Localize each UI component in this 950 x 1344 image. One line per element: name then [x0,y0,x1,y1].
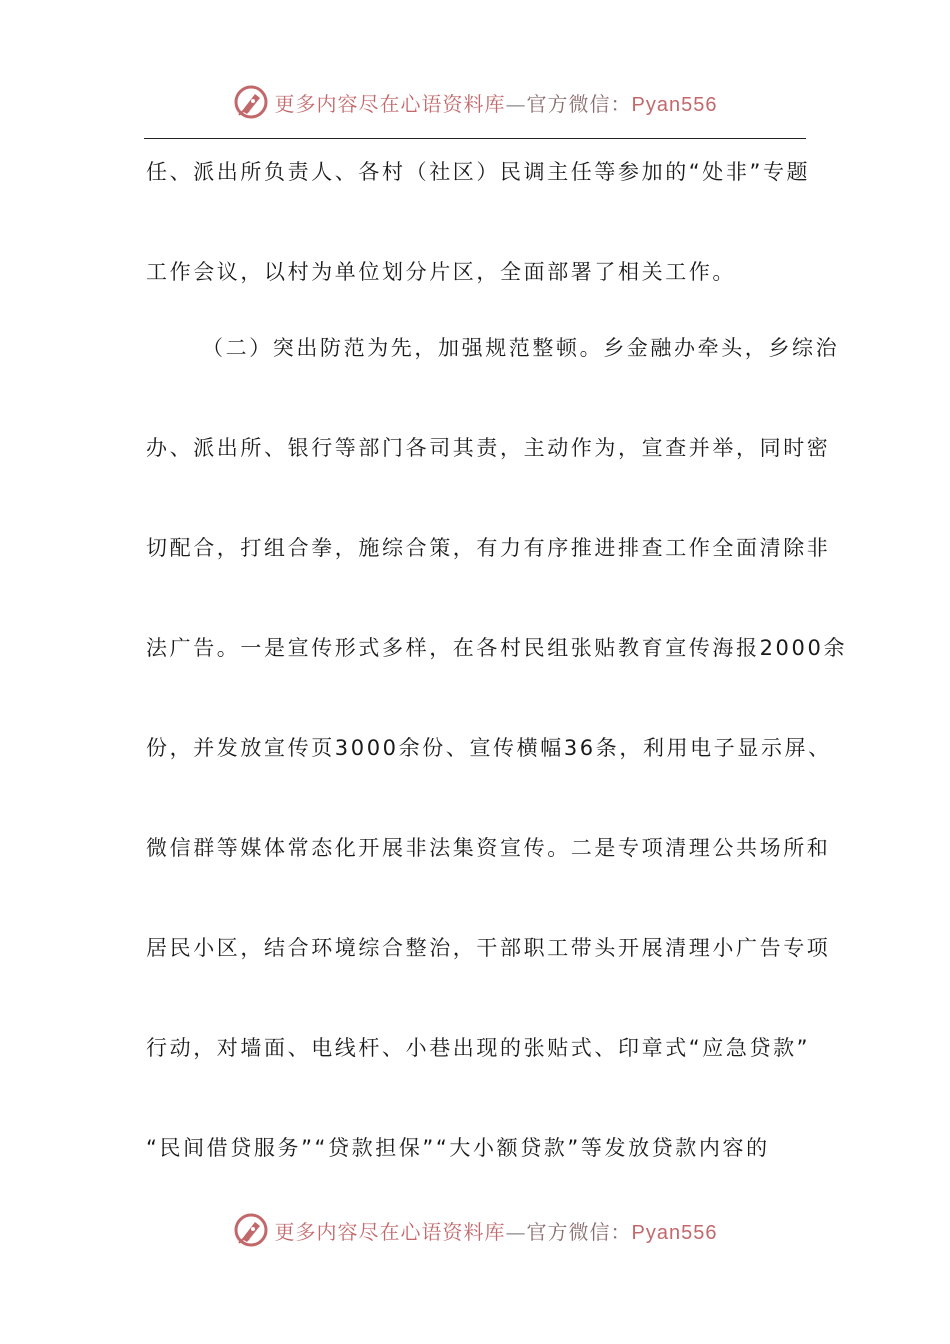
banner-wechat-account: Pyan556 [631,93,718,116]
footer-banner [0,1210,950,1250]
body-line-6: 法广告。一是宣传形式多样，在各村民组张贴教育宣传海报2000余 [146,636,848,660]
body-line-4: 办、派出所、银行等部门各司其责，主动作为，宣查并举，同时密 [146,436,831,460]
banner-main-text: 更多内容尽在心语资料库 [274,91,506,116]
body-line-3: （二）突出防范为先，加强规范整顿。乡金融办牵头，乡综治 [202,336,840,360]
banner-wechat-label: 官方微信： [526,91,632,116]
body-line-9: 居民小区，结合环境综合整治，干部职工带头开展清理小广告专项 [146,936,831,960]
banner-separator: — [505,91,527,116]
body-line-8: 微信群等媒体常态化开展非法集资宣传。二是专项清理公共场所和 [146,836,831,860]
banner-wechat-label: 官方微信： [526,1219,632,1244]
document-body [146,150,848,1170]
footer-banner-text [275,1216,718,1245]
body-line-1: 任、派出所负责人、各村（社区）民调主任等参加的“处非”专题 [146,160,811,184]
banner-main-text: 更多内容尽在心语资料库 [274,1219,506,1244]
pen-nib-logo-icon [233,84,269,120]
pen-nib-logo-icon [233,1212,269,1248]
header-banner [0,82,950,122]
header-divider [144,138,806,139]
body-line-2: 工作会议，以村为单位划分片区，全面部署了相关工作。 [146,260,736,284]
banner-wechat-account: Pyan556 [631,1221,718,1244]
header-banner-text [275,88,718,117]
header-banner-content [233,84,718,120]
footer-banner-content [233,1212,718,1248]
body-line-10: 行动，对墙面、电线杆、小巷出现的张贴式、印章式“应急贷款” [146,1036,811,1060]
body-line-7: 份，并发放宣传页3000余份、宣传横幅36条，利用电子显示屏、 [146,736,832,760]
banner-separator: — [505,1219,527,1244]
body-line-11: “民间借贷服务”“贷款担保”“大小额贷款”等发放贷款内容的 [146,1136,770,1160]
body-line-5: 切配合，打组合拳，施综合策，有力有序推进排查工作全面清除非 [146,536,831,560]
